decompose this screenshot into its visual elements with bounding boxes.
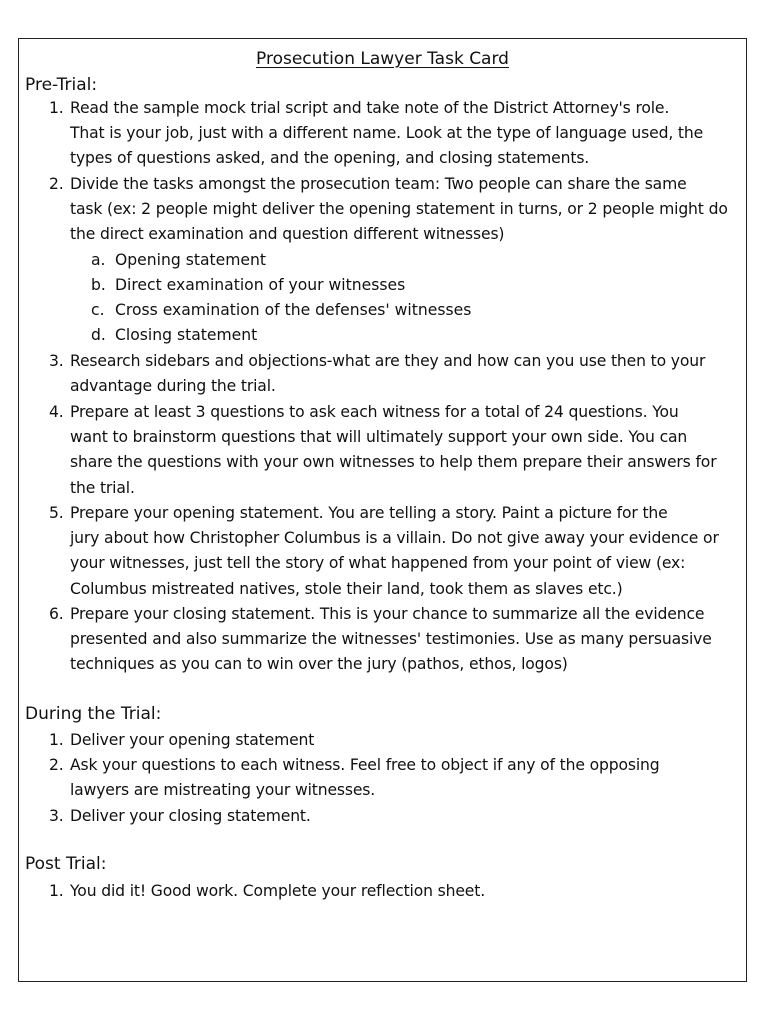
list-item: 2. Divide the tasks amongst the prosecution team: Two people can share the same task (ex: 2 people might deliver the opening statement in turns, or 2 people might do the direct examination and question different witnesses) [49, 175, 728, 244]
list-item: 3. Research sidebars and objections-what are they and how can you use then to your advantage during the trial. [49, 352, 706, 396]
sub-list-item: a. Opening statement [91, 251, 267, 269]
list-item: 4. Prepare at least 3 questions to ask each witness for a total of 24 questions. You want to brainstorm questions that will ultimately support your own side. You can share the questions with your own witnesses to help them prepare their answers for the trial. [49, 403, 717, 497]
page-title: Prosecution Lawyer Task Card [256, 49, 509, 69]
list-item: 5. Prepare your opening statement. You are telling a story. Paint a picture for the jury about how Christopher Columbus is a villain. Do not give away your evidence or your witnesses, just tell the story of what happened from your point of view (ex: Columbus mistreated natives, stole their land, took them as slaves etc.) [49, 504, 719, 598]
list-item: 1. Read the sample mock trial script and take note of the District Attorney's role. That is your job, just with a different name. Look at the type of language used, the types of questions asked, and the opening, and closing statements. [49, 99, 704, 168]
sub-list-item: c. Cross examination of the defenses' witnesses [91, 301, 472, 319]
during-trial-heading: During the Trial: [25, 704, 162, 724]
sub-list-item: d. Closing statement [91, 326, 258, 344]
sub-list-item: b. Direct examination of your witnesses [91, 276, 406, 294]
list-item: 2. Ask your questions to each witness. Feel free to object if any of the opposing lawyers are mistreating your witnesses. [49, 756, 660, 800]
pre-trial-heading: Pre-Trial: [25, 75, 98, 95]
list-item: 3. Deliver your closing statement. [49, 807, 311, 825]
list-item: 6. Prepare your closing statement. This is your chance to summarize all the evidence presented and also summarize the witnesses' testimonies. Use as many persuasive techniques as you can to win over the jury (pathos, ethos, logos) [49, 605, 712, 674]
list-item: 1. Deliver your opening statement [49, 731, 315, 749]
post-trial-heading: Post Trial: [25, 854, 107, 874]
list-item: 1. You did it! Good work. Complete your reflection sheet. [49, 882, 486, 900]
task-card [18, 38, 747, 982]
